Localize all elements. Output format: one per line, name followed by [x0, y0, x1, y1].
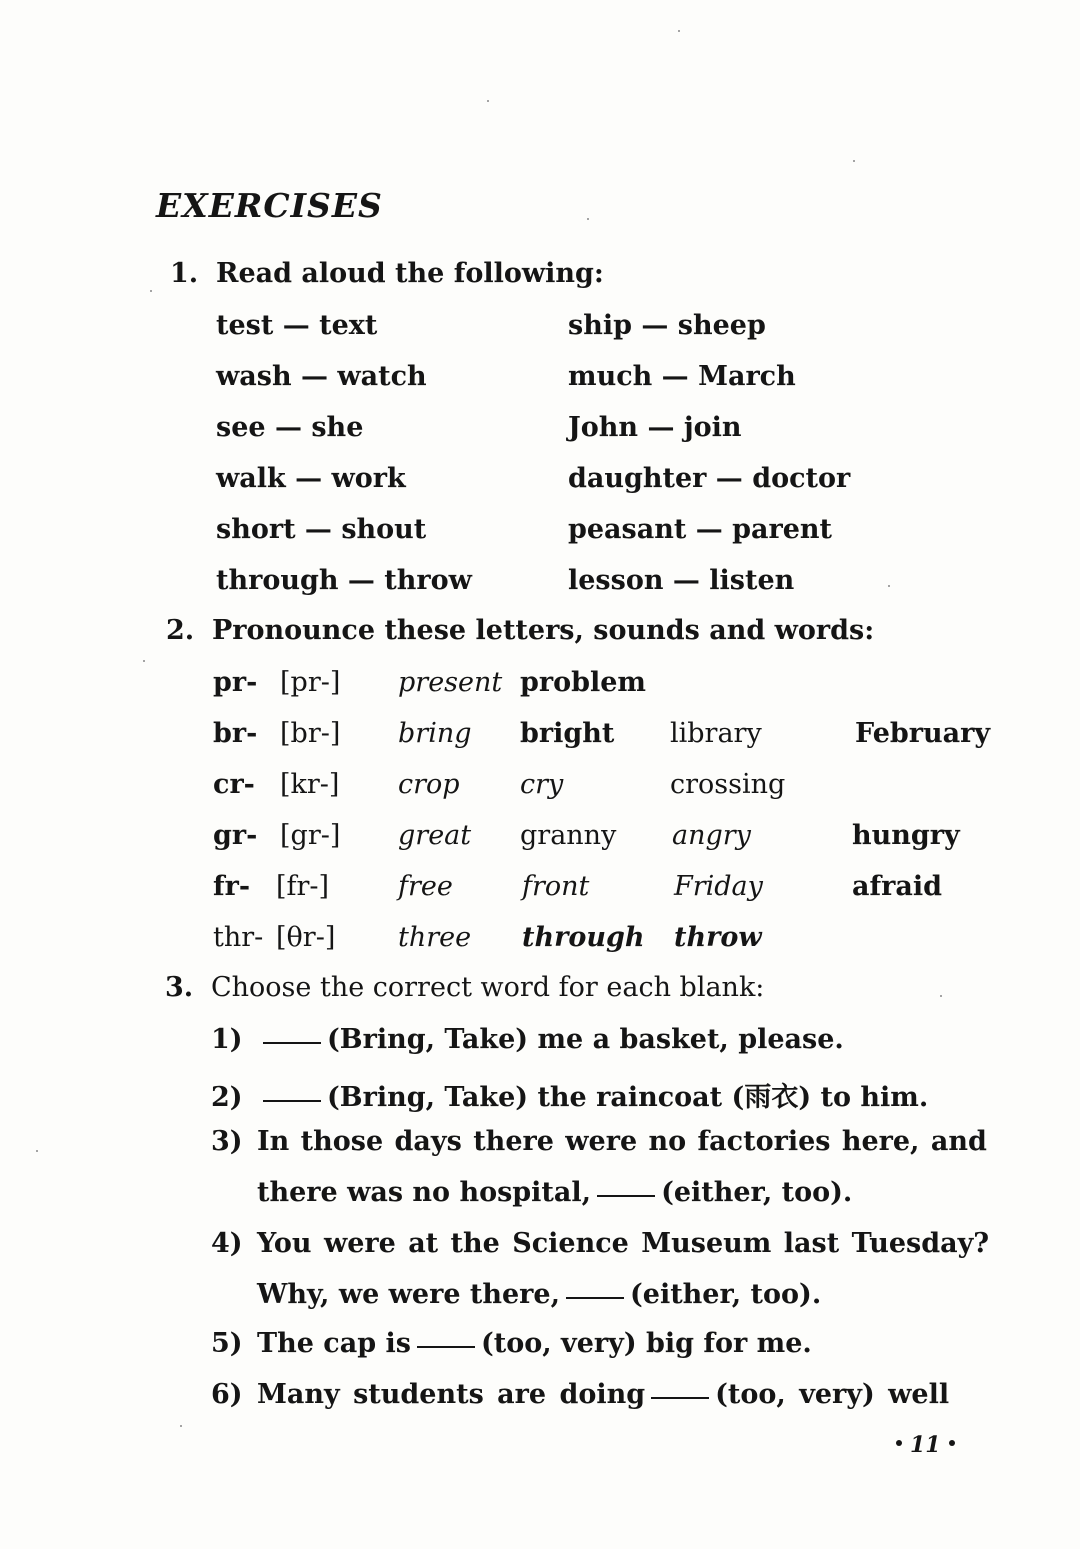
word-granny: granny: [520, 820, 617, 851]
question-2-heading: [166, 615, 874, 646]
item-2-text: (Bring, Take) the raincoat (雨衣) to him.: [327, 1082, 929, 1113]
sound-thr: [θr-]: [276, 922, 336, 953]
answer-blank-4[interactable]: [566, 1297, 624, 1299]
pair-left-6: through — throw: [216, 565, 472, 596]
page-number-text: 11: [910, 1432, 941, 1458]
word-free: free: [398, 871, 453, 902]
word-bright: bright: [520, 718, 615, 749]
item-5: [211, 1328, 812, 1359]
word-hungry: hungry: [852, 820, 960, 851]
item-4-post: (either, too).: [630, 1279, 822, 1310]
item-3: [211, 1126, 987, 1157]
word-front: front: [522, 871, 590, 902]
item-6: [211, 1379, 949, 1410]
question-2-text: Pronounce these letters, sounds and words:: [212, 615, 875, 646]
item-4-line1: You were at the Science Museum last Tuesday?: [257, 1228, 990, 1259]
item-5-post: (too, very) big for me.: [480, 1328, 812, 1359]
scan-speck: [150, 290, 152, 292]
item-4: [211, 1228, 989, 1259]
sound-gr: [gr-]: [280, 820, 341, 851]
pair-left-3: see — she: [216, 412, 364, 443]
word-bring: bring: [398, 718, 472, 749]
answer-blank-2[interactable]: [263, 1100, 321, 1102]
scan-speck: [180, 1425, 182, 1427]
word-angry: angry: [672, 820, 751, 851]
item-1: [211, 1024, 844, 1055]
word-throw: throw: [674, 922, 762, 953]
item-2: [211, 1075, 928, 1114]
scan-speck: [940, 995, 942, 997]
scan-speck: [36, 1150, 38, 1152]
word-february: February: [855, 718, 991, 749]
item-2-number: 2): [211, 1082, 243, 1113]
sound-br: [br-]: [280, 718, 341, 749]
question-1-text: Read aloud the following:: [216, 258, 604, 289]
question-1-number: 1.: [170, 258, 199, 289]
item-3-line1: In those days there were no factories here, and: [257, 1126, 987, 1157]
question-2-number: 2.: [166, 615, 195, 646]
word-cry: cry: [520, 769, 564, 800]
item-3-line2: [257, 1177, 852, 1208]
cluster-pr: pr-: [213, 667, 258, 698]
pair-left-1: test — text: [216, 310, 378, 341]
word-problem: problem: [520, 667, 646, 698]
scan-speck: [143, 660, 145, 662]
page-number: [888, 1432, 963, 1458]
item-5-number: 5): [211, 1328, 243, 1359]
item-1-number: 1): [211, 1024, 243, 1055]
word-library: library: [670, 718, 762, 749]
word-afraid: afraid: [852, 871, 942, 902]
cluster-br: br-: [213, 718, 258, 749]
cluster-thr: thr-: [213, 922, 264, 953]
pair-right-1: ship — sheep: [568, 310, 766, 341]
scan-speck: [587, 218, 589, 220]
cluster-cr: cr-: [213, 769, 255, 800]
word-through: through: [522, 922, 645, 953]
scan-speck: [853, 160, 855, 162]
pair-left-5: short — shout: [216, 514, 427, 545]
answer-blank-1[interactable]: [263, 1042, 321, 1044]
page-number-dot-left: [896, 1440, 902, 1446]
pair-right-6: lesson — listen: [568, 565, 795, 596]
item-3-pre: there was no hospital,: [257, 1177, 592, 1208]
scan-speck: [487, 100, 489, 102]
question-1-heading: [170, 258, 604, 289]
cluster-fr: fr-: [213, 871, 251, 902]
answer-blank-3[interactable]: [597, 1195, 655, 1197]
pair-left-4: walk — work: [216, 463, 406, 494]
item-6-post: (too, very) well: [715, 1379, 950, 1410]
pair-right-4: daughter — doctor: [568, 463, 851, 494]
scan-speck: [888, 585, 890, 587]
word-friday: Friday: [674, 871, 763, 902]
item-4-number: 4): [211, 1228, 243, 1259]
scan-speck: [678, 30, 680, 32]
pair-right-3: John — join: [568, 412, 742, 443]
question-3-heading: [165, 972, 764, 1003]
item-6-number: 6): [211, 1379, 243, 1410]
word-great: great: [398, 820, 472, 851]
item-3-number: 3): [211, 1126, 243, 1157]
word-present: present: [398, 667, 503, 698]
item-4-line2: [257, 1279, 821, 1310]
item-6-pre: Many students are doing: [257, 1379, 646, 1410]
page-number-dot-right: [949, 1440, 955, 1446]
pair-left-2: wash — watch: [216, 361, 427, 392]
item-3-post: (either, too).: [661, 1177, 853, 1208]
cluster-gr: gr-: [213, 820, 258, 851]
answer-blank-6[interactable]: [651, 1397, 709, 1399]
pair-right-2: much — March: [568, 361, 796, 392]
question-3-text: Choose the correct word for each blank:: [211, 972, 765, 1003]
sound-kr: [kr-]: [280, 769, 340, 800]
section-title: EXERCISES: [156, 186, 383, 225]
answer-blank-5[interactable]: [417, 1346, 475, 1348]
item-4-pre: Why, we were there,: [257, 1279, 560, 1310]
sound-fr: [fr-]: [276, 871, 330, 902]
sound-pr: [pr-]: [280, 667, 341, 698]
word-three: three: [398, 922, 472, 953]
word-crop: crop: [398, 769, 460, 800]
word-crossing: crossing: [670, 769, 786, 800]
question-3-number: 3.: [165, 972, 194, 1003]
pair-right-5: peasant — parent: [568, 514, 833, 545]
item-5-pre: The cap is: [257, 1328, 411, 1359]
item-1-text: (Bring, Take) me a basket, please.: [327, 1024, 844, 1055]
